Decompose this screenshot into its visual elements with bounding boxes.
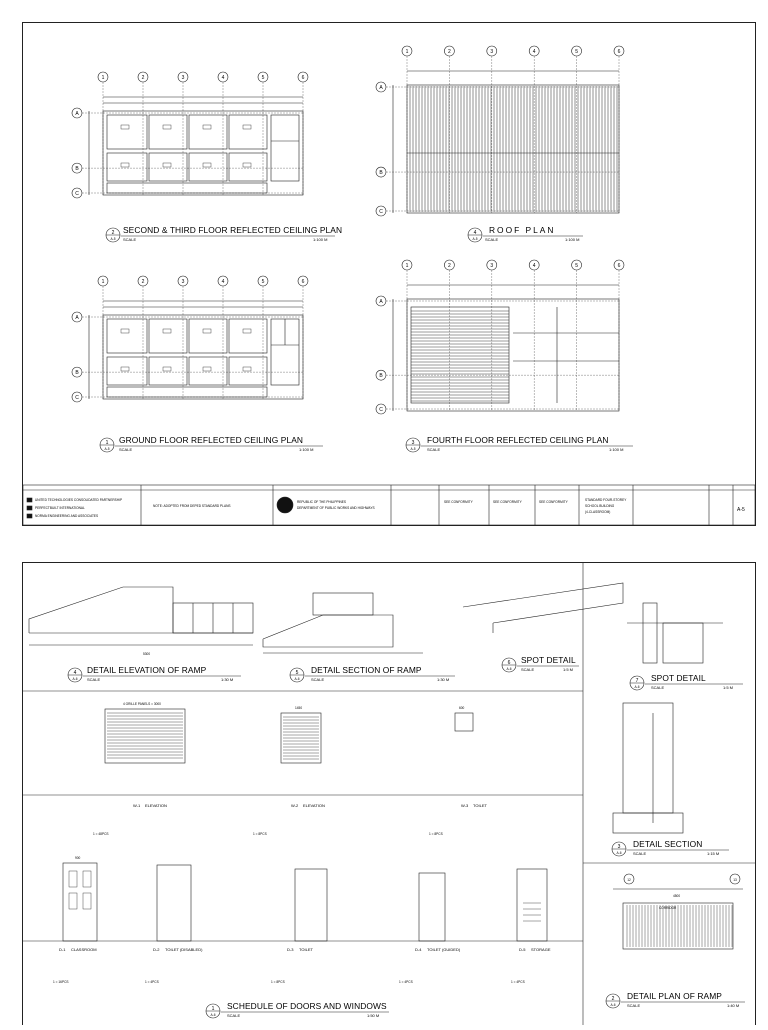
svg-text:12: 12 (627, 878, 631, 882)
svg-text:3: 3 (617, 844, 621, 850)
svg-text:13: 13 (733, 878, 737, 882)
grid-row-label: B (75, 370, 79, 377)
svg-text:CORRIDOR: CORRIDOR (659, 906, 677, 910)
sheet-a6-drawing (23, 563, 755, 1025)
svg-text:1:5 M: 1:5 M (563, 667, 574, 672)
svg-text:SCHOOL BUILDING: SCHOOL BUILDING (585, 504, 615, 508)
svg-text:600: 600 (459, 706, 465, 710)
detail-title-spot-6 (502, 655, 579, 672)
grid-col-label: 4 (532, 49, 536, 55)
grid-col-label: 2 (141, 75, 145, 81)
svg-text:4 GRILLE PANELS = 3000: 4 GRILLE PANELS = 3000 (123, 702, 161, 706)
svg-text:1:15 M: 1:15 M (707, 851, 720, 856)
svg-text:ELEVATION: ELEVATION (145, 803, 167, 808)
grid-col-label: 6 (617, 49, 621, 55)
svg-text:1:30 M: 1:30 M (221, 677, 234, 682)
grid-col-label: 5 (261, 75, 265, 81)
svg-text:5300: 5300 (143, 652, 151, 656)
grid-col-label: 1 (405, 263, 409, 269)
window-elevations (105, 709, 473, 763)
detail-title-schedule (206, 1001, 389, 1018)
grid-col-label: 4 (532, 263, 536, 269)
grid-col-label: 4 (221, 279, 225, 285)
svg-text:SCALE: SCALE (227, 1013, 241, 1018)
spot-detail-7-drawing (627, 603, 723, 663)
grid-col-label: 5 (575, 263, 578, 269)
svg-text:A-6: A-6 (634, 685, 640, 689)
grid-col-label: 5 (261, 279, 265, 285)
svg-text:UNITED TECHNOLOGIES CONSOLIDAT: UNITED TECHNOLOGIES CONSOLIDATED PARTNERSHIP (35, 498, 123, 502)
svg-text:SCALE: SCALE (633, 851, 647, 856)
svg-text:D-2: D-2 (153, 947, 160, 952)
svg-text:1:100 M: 1:100 M (609, 447, 624, 452)
grid-row-label: A (379, 299, 383, 305)
svg-text:SCALE: SCALE (521, 667, 535, 672)
svg-text:NOTE: ADOPTED FROM DEPED STAND: NOTE: ADOPTED FROM DEPED STANDARD PLANS (153, 504, 231, 508)
plan-title: ROOF PLAN (489, 225, 556, 235)
sheet-number: A-5 (737, 507, 745, 513)
svg-text:1 = 8PCS: 1 = 8PCS (429, 832, 443, 836)
svg-text:SCALE: SCALE (485, 237, 499, 242)
grid-col-label: 1 (405, 49, 409, 55)
svg-text:1:30 M: 1:30 M (437, 677, 450, 682)
plan-roof (393, 71, 619, 213)
plan-second-third (89, 97, 303, 195)
svg-text:DETAIL SECTION: DETAIL SECTION (633, 839, 703, 849)
svg-text:A-6: A-6 (72, 677, 78, 681)
svg-text:6: 6 (507, 660, 511, 666)
svg-text:DEPARTMENT OF PUBLIC WORKS AND: DEPARTMENT OF PUBLIC WORKS AND HIGHWAYS (297, 506, 375, 510)
plan-title-ground (100, 435, 323, 452)
grid-row-label: C (379, 209, 383, 215)
svg-text:DETAIL ELEVATION OF RAMP: DETAIL ELEVATION OF RAMP (87, 665, 207, 675)
grid-row-label: C (379, 407, 383, 413)
svg-text:TOILET: TOILET (473, 803, 487, 808)
plan-ground (89, 301, 303, 399)
sheet-a5 (22, 22, 756, 526)
plan-title-fourth (406, 435, 633, 452)
svg-text:1:100 M: 1:100 M (565, 237, 580, 242)
svg-text:1 = 8PCS: 1 = 8PCS (271, 980, 285, 984)
svg-text:1:5 M: 1:5 M (723, 685, 734, 690)
sheet-a6 (22, 562, 756, 1025)
title-block (23, 485, 755, 525)
svg-text:1 = 4PCS: 1 = 4PCS (511, 980, 525, 984)
svg-text:SPOT DETAIL: SPOT DETAIL (651, 673, 706, 683)
svg-text:2: 2 (611, 996, 615, 1002)
svg-text:SEE CONFORMITY: SEE CONFORMITY (539, 500, 568, 504)
spot-detail-6-drawing (463, 583, 623, 633)
door-elevations (63, 863, 547, 941)
ramp-plan-drawing (613, 889, 743, 949)
svg-text:DETAIL PLAN OF RAMP: DETAIL PLAN OF RAMP (627, 991, 722, 1001)
svg-text:SEE CONFORMITY: SEE CONFORMITY (493, 500, 522, 504)
svg-text:2: 2 (111, 230, 115, 236)
detail-section-drawing (613, 703, 683, 833)
grid-row-label: B (379, 170, 383, 177)
svg-text:1:100 M: 1:100 M (299, 447, 314, 452)
svg-text:TOILET: TOILET (299, 947, 313, 952)
svg-text:A-5: A-5 (410, 447, 416, 451)
svg-text:1:100 M: 1:100 M (313, 237, 328, 242)
svg-text:DETAIL SECTION OF RAMP: DETAIL SECTION OF RAMP (311, 665, 422, 675)
svg-text:NORMA ENGINEERING AND ASSOCIAT: NORMA ENGINEERING AND ASSOCIATES (35, 514, 99, 518)
svg-text:SCALE: SCALE (427, 447, 441, 452)
svg-text:A-6: A-6 (616, 851, 622, 855)
svg-text:A-6: A-6 (294, 677, 300, 681)
svg-text:D-4: D-4 (415, 947, 422, 952)
plan-title: GROUND FLOOR REFLECTED CEILING PLAN (119, 435, 304, 445)
svg-text:STANDARD FOUR-STOREY: STANDARD FOUR-STOREY (585, 498, 627, 502)
svg-text:1: 1 (211, 1006, 215, 1012)
grid-row-label: B (75, 166, 79, 173)
svg-text:A-6: A-6 (506, 667, 512, 671)
grid-row-label: C (75, 395, 79, 401)
svg-text:D-1: D-1 (59, 947, 66, 952)
svg-text:A-5: A-5 (472, 237, 478, 241)
svg-text:1:50 M: 1:50 M (367, 1013, 380, 1018)
title-block-text (35, 498, 745, 518)
ramp-section-drawing (263, 593, 423, 653)
svg-text:5: 5 (295, 670, 299, 676)
svg-text:SCALE: SCALE (123, 237, 137, 242)
grid-col-label: 5 (575, 49, 578, 55)
svg-text:4500: 4500 (673, 894, 681, 898)
svg-text:TOILET (GUIDED): TOILET (GUIDED) (427, 947, 461, 952)
grid-col-label: 1 (101, 75, 105, 81)
svg-text:SCALE: SCALE (651, 685, 665, 690)
detail-title-ramp-plan (606, 991, 745, 1008)
grid-col-label: 2 (448, 263, 451, 269)
detail-title-section (612, 839, 729, 856)
svg-text:3: 3 (411, 440, 415, 446)
detail-title-spot-7 (630, 673, 743, 690)
grid-col-label: 2 (448, 49, 451, 55)
grid-row-label: B (379, 373, 383, 380)
svg-text:4: 4 (473, 230, 477, 236)
grid-row-label: A (379, 85, 383, 91)
svg-text:CLASSROOM: CLASSROOM (71, 947, 97, 952)
schedule-labels (53, 652, 680, 984)
plan-title-roof (468, 225, 583, 242)
svg-text:SCALE: SCALE (87, 677, 101, 682)
grid-col-label: 4 (221, 75, 225, 81)
ramp-plan-grid (624, 874, 740, 884)
svg-text:A-6: A-6 (610, 1003, 616, 1007)
grid-col-label: 6 (301, 279, 305, 285)
svg-text:7: 7 (635, 678, 639, 684)
svg-text:STORAGE: STORAGE (531, 947, 551, 952)
grid-row-label: A (75, 111, 79, 117)
grid-col-label: 1 (101, 279, 105, 285)
grid-col-label: 3 (181, 75, 185, 81)
detail-title-ramp-elev (68, 665, 241, 682)
svg-text:D-5: D-5 (519, 947, 526, 952)
svg-text:PERFECTBUILT INTERNATIONAL: PERFECTBUILT INTERNATIONAL (35, 506, 85, 510)
svg-text:TOILET (DISABLED): TOILET (DISABLED) (165, 947, 203, 952)
svg-text:SCHEDULE OF DOORS AND WINDOWS: SCHEDULE OF DOORS AND WINDOWS (227, 1001, 387, 1011)
svg-text:D-3: D-3 (287, 947, 294, 952)
svg-text:SPOT DETAIL: SPOT DETAIL (521, 655, 576, 665)
grid-row-label: A (75, 315, 79, 321)
sheet-a5-drawing (23, 23, 755, 525)
ramp-elevation-drawing (29, 587, 253, 645)
svg-text:SCALE: SCALE (311, 677, 325, 682)
grid-col-label: 2 (141, 279, 145, 285)
svg-text:4: 4 (73, 670, 77, 676)
svg-text:900: 900 (75, 856, 81, 860)
grid-col-label: 3 (490, 49, 494, 55)
svg-text:1450: 1450 (295, 706, 303, 710)
plan-title-second-third (106, 225, 342, 242)
plan-title: FOURTH FLOOR REFLECTED CEILING PLAN (427, 435, 609, 445)
grid-col-label: 3 (490, 263, 494, 269)
svg-text:ELEVATION: ELEVATION (303, 803, 325, 808)
svg-text:1 = 16PCS: 1 = 16PCS (53, 980, 69, 984)
grid-col-label: 6 (617, 263, 621, 269)
plan-fourth (393, 285, 619, 411)
svg-text:W-2: W-2 (291, 803, 299, 808)
svg-text:W-1: W-1 (133, 803, 141, 808)
svg-text:SCALE: SCALE (627, 1003, 641, 1008)
svg-text:1 = 8PCS: 1 = 8PCS (253, 832, 267, 836)
svg-text:(4-CLASSROOM): (4-CLASSROOM) (585, 510, 611, 514)
plan-title: SECOND & THIRD FLOOR REFLECTED CEILING PLAN (123, 225, 343, 235)
svg-text:A-5: A-5 (104, 447, 110, 451)
svg-text:A-5: A-5 (110, 237, 116, 241)
grid-col-label: 3 (181, 279, 185, 285)
svg-text:1 = 48PCS: 1 = 48PCS (93, 832, 109, 836)
grid-row-label: C (75, 191, 79, 197)
svg-text:SCALE: SCALE (119, 447, 133, 452)
grid-col-label: 6 (301, 75, 305, 81)
svg-text:1 = 4PCS: 1 = 4PCS (145, 980, 159, 984)
svg-text:1: 1 (105, 440, 109, 446)
svg-text:W-3: W-3 (461, 803, 469, 808)
svg-text:1 = 4PCS: 1 = 4PCS (399, 980, 413, 984)
detail-title-ramp-sect (290, 665, 455, 682)
svg-text:1:40 M: 1:40 M (727, 1003, 740, 1008)
svg-text:SEE CONFORMITY: SEE CONFORMITY (444, 500, 473, 504)
svg-text:A-6: A-6 (210, 1013, 216, 1017)
svg-text:REPUBLIC OF THE PHILIPPINES: REPUBLIC OF THE PHILIPPINES (297, 500, 347, 504)
